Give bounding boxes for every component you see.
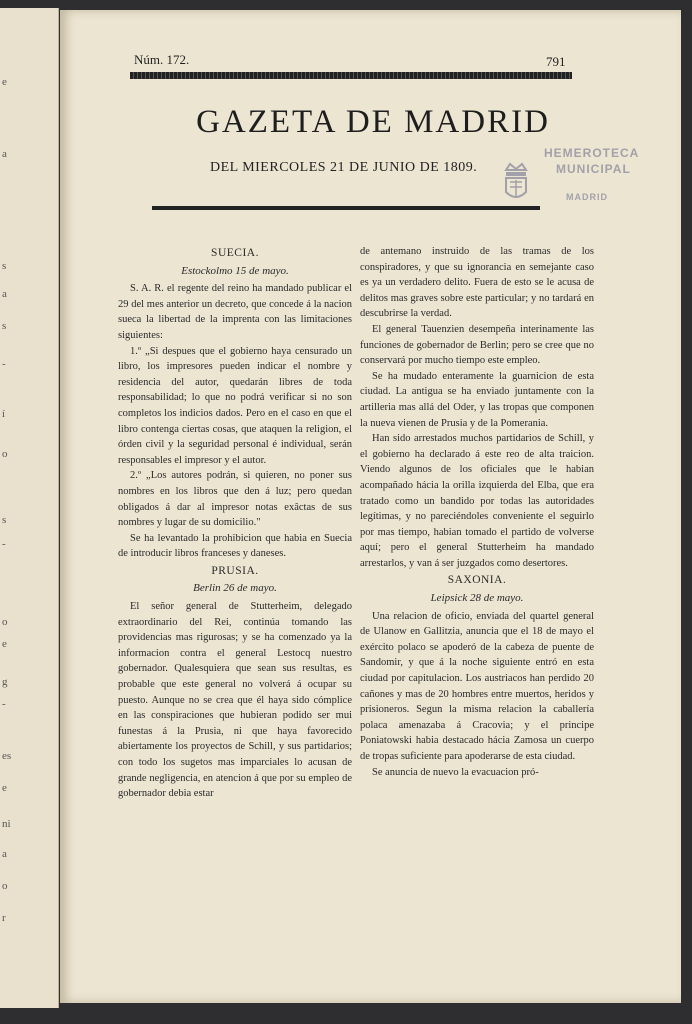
left-page-edge (0, 8, 59, 1008)
dateline-estockolmo: Estockolmo 15 de mayo. (181, 264, 289, 277)
crown-seal-icon (500, 160, 532, 204)
article-paragraph: Han sido arrestados muchos partidarios de Schill, y el gobierno ha declarado á este reo de alta traicion. Viendo algunos de los oficiales que le habian acompañado hácia la orilla izquierda del Elba, que era tratado como un bandido por todas las autoridades legítimas, y no pareciéndoles conveniente el seguirlo por mas tiempo, habian tomado el partido de volverse aquí; pero el general Stutterheim ha mandado arrestarlos, y van á ser juzgados como desertores. (360, 433, 594, 569)
section-heading-saxonia: SAXONIA. (447, 574, 507, 587)
stamp-line-2: MUNICIPAL (556, 162, 631, 176)
margin-letter: e (2, 638, 7, 650)
margin-letter: o (2, 616, 8, 628)
margin-letter: - (2, 538, 6, 550)
issue-date: DEL MIERCOLES 21 DE JUNIO DE 1809. (210, 160, 478, 175)
margin-letter: í (2, 408, 6, 420)
margin-letter: e (2, 782, 7, 794)
article-paragraph: Se ha levantado la prohibicion que habia en Suecia de introducir libros franceses y daneses. (118, 532, 352, 560)
dateline-leipsick: Leipsick 28 de mayo. (430, 592, 524, 605)
section-heading-suecia: SUECIA. (211, 247, 259, 259)
dateline-berlin: Berlin 26 de mayo. (193, 582, 277, 595)
article-paragraph: El general Tauenzien desempeña interinamente las funciones de gobernador de Berlin; pero se cree que no conservará por mucho tiempo este empleo. (360, 323, 594, 367)
newspaper-page (60, 10, 681, 1003)
masthead-title: GAZETA DE MADRID (196, 104, 550, 140)
header-rule (130, 72, 572, 79)
margin-letter: o (2, 448, 8, 460)
margin-letter: - (2, 698, 6, 710)
article-paragraph: El señor general de Stutterheim, delegado extraordinario del Rei, continúa tomando las providencias mas rigurosas; y se ha comenzado ya la informacion contra el general Lestocq nuestro gobernador. Qualesquiera que sean sus resultas, es probable que este general no volverá á ocupar su puesto. Aunque no se crea que él haya sido cómplice en las conspiraciones que hubieran podido ser mui funestas á la Prusia, ni que haya favorecido abiertamente los proyectos de Schill, y sus partidarios; con todo los sugetos mas imparciales lo acusan de grande negligencia, en atencion á que por su empleo de gobernador debia estar (118, 601, 352, 800)
margin-letter: a (2, 288, 7, 300)
margin-letter: g (2, 676, 8, 688)
stamp-line-1: HEMEROTECA (544, 146, 640, 160)
issue-number: Núm. 172. (134, 52, 190, 67)
left-column (118, 244, 352, 802)
article-paragraph: 2.º „Los autores podrán, si quieren, no poner sus nombres en los libros que den á luz; pero quedan obligados á dar al impresor notas exâctas de sus nombres y lugar de su domicilio." (118, 470, 352, 529)
margin-letter: - (2, 358, 6, 370)
margin-letter: es (2, 750, 12, 762)
article-paragraph: S. A. R. el regente del reino ha mandado publicar el 29 del mes anterior un decreto, que concede á la nacion sueca la libertad de la imprenta con las limitaciones siguientes: (118, 283, 352, 341)
article-paragraph: Una relacion de oficio, enviada del quartel general de Ulanow en Gallitzia, anuncia que el 18 de mayo el exército polaco se apoderó de la cabeza de puente de Sandomir, y que á la noche siguiente entró en esta ciudad por capitulacion. Los austriacos han perdido 20 cañones y mas de 20 hombres entre muertos, heridos y prisioneros. Segun la misma relacion la caballería polaca amenazaba á Cracovia; y el principe Poniatowski habia destacado hácia Zamosa un cuerpo de tropas suficiente para apoderarse de esta ciudad. (360, 610, 594, 762)
article-paragraph: Se ha mudado enteramente la guarnicion de esta ciudad. La antigua se ha enviado juntamente con la artilleria mas allá del Oder, y las tropas que componen la nueva vienen de Prusia y de la Pomerania. (360, 370, 594, 429)
margin-letter: a (2, 848, 7, 860)
right-column (360, 244, 594, 780)
article-paragraph: Se anuncia de nuevo la evacuacion pró- (372, 766, 539, 778)
margin-letter: e (2, 76, 7, 88)
masthead-divider (152, 206, 540, 210)
margin-letter: o (2, 880, 8, 892)
margin-letter: a (2, 148, 7, 160)
margin-letter: s (2, 260, 7, 272)
margin-letter: r (2, 912, 6, 924)
margin-letter: ni (2, 818, 11, 830)
stamp-line-3: MADRID (566, 192, 608, 202)
page-number: 791 (546, 54, 566, 69)
article-paragraph: de antemano instruido de las tramas de los conspiradores, y que su ignorancia en semejante caso es ya un verdadero delito. Fuera de esto se le acusa de delitos mas graves sobre este particular; y no tardará en descubrirse la verdad. (360, 246, 594, 320)
margin-letter: s (2, 514, 7, 526)
article-paragraph: 1.º „Si despues que el gobierno haya censurado un libro, los impresores pueden indicar el nombre y residencia del autor, quedarán libres de toda responsabilidad; lo que no podrá verificar si no son completos los indicios dados. Pero en el caso en que el libro contenga ciertas cosas, que ataquen la religion, el órden civil y la seguridad personal é individual, serán responsables el impresor y el autor. (118, 345, 352, 466)
library-stamp (500, 144, 676, 214)
margin-letter: s (2, 320, 7, 332)
section-heading-prusia: PRUSIA. (211, 564, 259, 577)
